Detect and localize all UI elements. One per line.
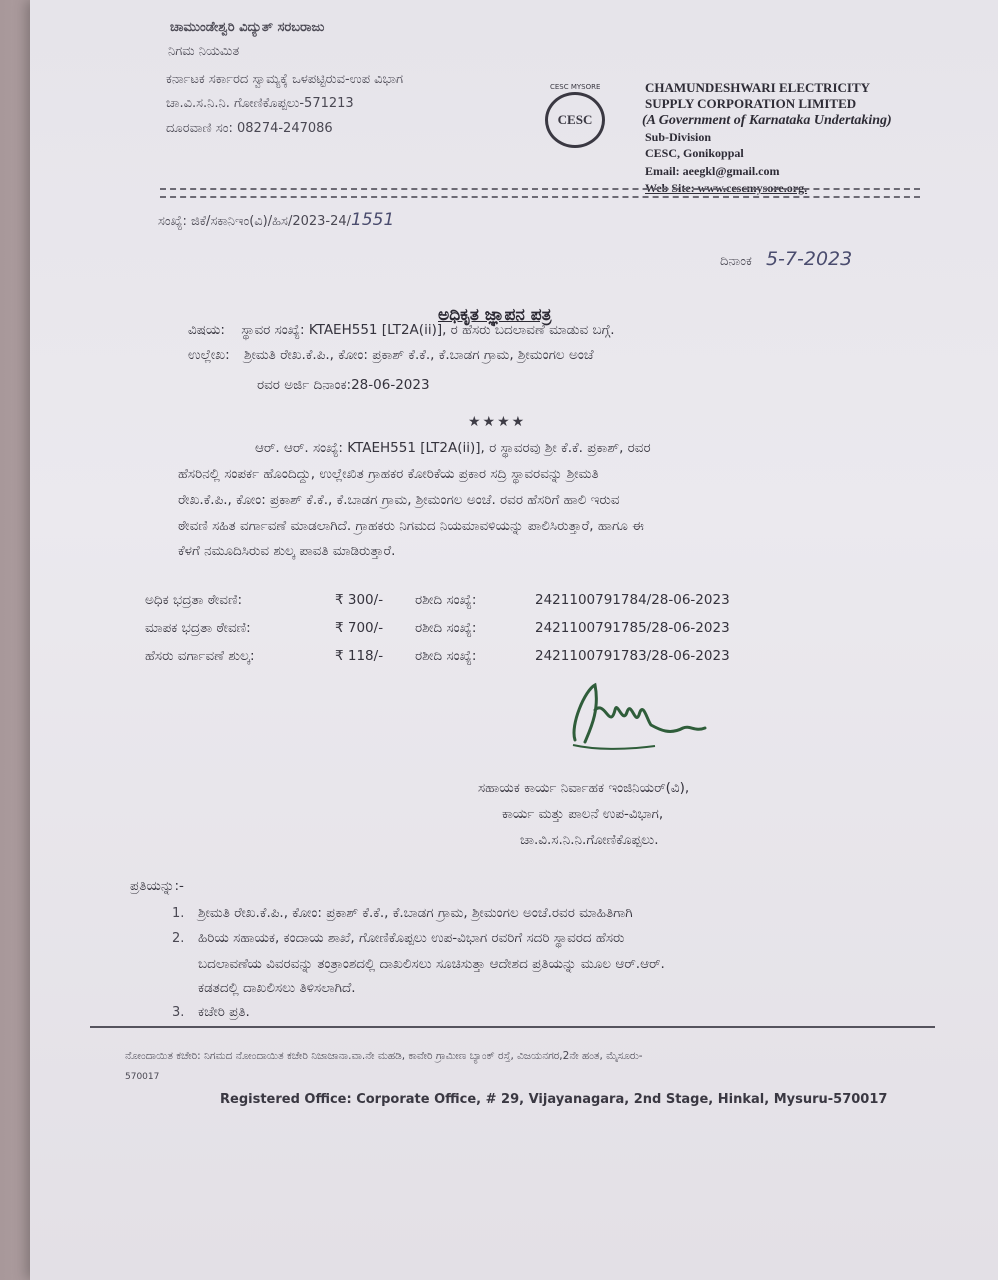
en-header-line-1: CHAMUNDESHWARI ELECTRICITY — [645, 80, 871, 95]
ref-number-label: ಸಂಖ್ಯೆ: ಜಿಕೆ/ಸಕಾನಿಇಂ(ವಿ)/ಹಿಸ/2023-24/ — [158, 214, 352, 229]
fee-row — [145, 648, 730, 664]
fee-amount: ₹ 700/- — [335, 620, 384, 636]
body-line-3: ರೇಖ.ಕೆ.ಪಿ., ಕೋಂ: ಪ್ರಕಾಶ್ ಕೆ.ಕೆ., ಕೆ.ಬಾಡಗ ಗ್ರಾಮ, ಶ್ರೀಮಂಗಲ ಅಂಚೆ. ರವರ ಹೆಸರಿಗೆ ಹಾಲಿ ಇರುವ — [178, 492, 620, 508]
subject-label: ವಿಷಯ: — [188, 322, 225, 338]
fee-row — [145, 620, 730, 636]
reference-label: ಉಲ್ಲೇಖ: — [188, 347, 230, 363]
footer-rule — [90, 1026, 935, 1028]
copy-item-number: 1. — [172, 906, 185, 921]
kn-header-line-2: ನಿಗಮ ನಿಯಮಿತ — [168, 44, 240, 59]
kn-header-line-4: ಚಾ.ವಿ.ಸ.ನಿ.ನಿ. ಗೋಣಿಕೊಪ್ಪಲು-571213 — [166, 96, 354, 111]
body-line-2: ಹೆಸರಿನಲ್ಲಿ ಸಂಪರ್ಕ ಹೊಂದಿದ್ದು, ಉಲ್ಲೇಖಿತ ಗ್ರಾಹಕರ ಕೋರಿಕೆಯ ಪ್ರಕಾರ ಸದ್ರಿ ಸ್ಥಾವರವನ್ನು ಶ್ರೀಮತಿ — [178, 466, 599, 482]
copy-item-number: 2. — [172, 931, 185, 946]
letter-page — [30, 0, 998, 1280]
logo-text: CESC — [557, 112, 593, 127]
fee-label: ಅಧಿಕ ಭದ್ರತಾ ಠೇವಣಿ: — [145, 592, 243, 608]
signatory-line-2: ಕಾರ್ಯ ಮತ್ತು ಪಾಲನೆ ಉಪ-ವಿಭಾಗ, — [502, 806, 664, 822]
fee-receipt-label: ರಶೀದಿ ಸಂಖ್ಯೆ: — [415, 592, 477, 608]
handwritten-signature — [565, 670, 715, 760]
fee-receipt-label: ರಶೀದಿ ಸಂಖ್ಯೆ: — [415, 620, 477, 636]
reference-text-1: ಶ್ರೀಮತಿ ರೇಖ.ಕೆ.ಪಿ., ಕೋಂ: ಪ್ರಕಾಶ್ ಕೆ.ಕೆ., ಕೆ.ಬಾಡಗ ಗ್ರಾಮ, ಶ್ರೀಮಂಗಲ ಅಂಚೆ — [243, 347, 594, 363]
subject-text: ಸ್ಥಾವರ ಸಂಖ್ಯೆ: KTAEH551 [LT2A(ii)], ರ ಹೆಸರು ಬದಲಾವಣೆ ಮಾಡುವ ಬಗ್ಗೆ. — [241, 322, 615, 338]
reference-number — [158, 210, 394, 230]
copy-item-number: 3. — [172, 1005, 185, 1020]
fee-label: ಮಾಪಕ ಭದ್ರತಾ ಠೇವಣಿ: — [145, 620, 251, 636]
date-label: ದಿನಾಂಕ — [720, 254, 752, 269]
separator-stars: ★★★★ — [468, 414, 527, 430]
en-header-line-3: (A Government of Karnataka Undertaking) — [642, 113, 892, 128]
fee-row — [145, 592, 730, 608]
copy-item-line: ಕಡತದಲ್ಲಿ ದಾಖಲಿಸಲು ತಿಳಿಸಲಾಗಿದೆ. — [198, 980, 356, 996]
body-line-4: ಠೇವಣಿ ಸಹಿತ ವರ್ಗಾವಣೆ ಮಾಡಲಾಗಿದೆ. ಗ್ರಾಹಕರು ನಿಗಮದ ನಿಯಮಾವಳಿಯನ್ನು ಪಾಲಿಸಿರುತ್ತಾರೆ, ಹಾಗೂ ಈ — [178, 518, 644, 534]
header-divider-1 — [160, 188, 920, 190]
footer-kannada-line-1: ನೋಂದಾಯಿತ ಕಚೇರಿ: ನಿಗಮದ ನೋಂದಾಯಿತ ಕಚೇರಿ ನಿಜಾಜಾನಾ.ವಾ.ನೇ ಮಹಡಿ, ಕಾವೇರಿ ಗ್ರಾಮೀಣ ಬ್ಯಾಂಕ್ ರಸ್ತೆ, ವಿಜಯನಗರ,2ನೇ ಹಂತ, ಮೈಸೂರು- — [125, 1050, 643, 1062]
fee-receipt: 2421100791784/28-06-2023 — [535, 592, 730, 608]
body-line-5: ಕೆಳಗೆ ನಮೂದಿಸಿರುವ ಶುಲ್ಕ ಪಾವತಿ ಮಾಡಿರುತ್ತಾರೆ. — [178, 543, 396, 559]
signatory-line-1: ಸಹಾಯಕ ಕಾರ್ಯ ನಿರ್ವಾಹಕ ಇಂಜಿನಿಯರ್(ವಿ), — [478, 780, 690, 796]
copy-item-line: ಹಿರಿಯ ಸಹಾಯಕ, ಕಂದಾಯ ಶಾಖೆ, ಗೋಣಿಕೊಪ್ಪಲು ಉಪ-ವಿಭಾಗ ರವರಿಗೆ ಸದರಿ ಸ್ಥಾವರದ ಹೆಸರು — [198, 930, 625, 946]
cesc-logo — [545, 92, 605, 148]
fee-amount: ₹ 300/- — [335, 592, 384, 608]
fee-label: ಹೆಸರು ವರ್ಗಾವಣೆ ಶುಲ್ಕ: — [145, 648, 255, 664]
fee-receipt: 2421100791783/28-06-2023 — [535, 648, 730, 664]
en-header-line-5: CESC, Gonikoppal — [645, 146, 744, 160]
kn-header-line-1: ಚಾಮುಂಡೇಶ್ವರಿ ವಿದ್ಯುತ್ ಸರಬರಾಜು — [170, 20, 325, 35]
date-handwritten: 5-7-2023 — [765, 248, 853, 270]
footer-registered-office: Registered Office: Corporate Office, # 29, Vijayanagara, 2nd Stage, Hinkal, Mysuru-570017 — [220, 1092, 888, 1107]
fee-receipt-label: ರಶೀದಿ ಸಂಖ್ಯೆ: — [415, 648, 477, 664]
kn-header-line-3: ಕರ್ನಾಟಕ ಸರ್ಕಾರದ ಸ್ವಾಮ್ಯಕ್ಕೆ ಒಳಪಟ್ಟಿರುವ-ಉಪ ವಿಭಾಗ — [166, 72, 404, 87]
ref-number-handwritten: 1551 — [351, 210, 395, 230]
copy-item-line: ಶ್ರೀಮತಿ ರೇಖ.ಕೆ.ಪಿ., ಕೋಂ: ಪ್ರಕಾಶ್ ಕೆ.ಕೆ., ಕೆ.ಬಾಡಗ ಗ್ರಾಮ, ಶ್ರೀಮಂಗಲ ಅಂಚೆ.ರವರ ಮಾಹಿತಿಗಾಗಿ — [198, 905, 633, 921]
reference-text-2: ರವರ ಅರ್ಜಿ ದಿನಾಂಕ:28-06-2023 — [257, 377, 430, 393]
body-line-1: ಆರ್. ಆರ್. ಸಂಖ್ಯೆ: KTAEH551 [LT2A(ii)], ರ ಸ್ಥಾವರವು ಶ್ರೀ ಕೆ.ಕೆ. ಪ್ರಕಾಶ್, ರವರ — [255, 440, 651, 456]
fee-amount: ₹ 118/- — [335, 648, 384, 664]
fee-receipt: 2421100791785/28-06-2023 — [535, 620, 730, 636]
en-header-line-2: SUPPLY CORPORATION LIMITED — [645, 96, 857, 111]
reference-line — [188, 347, 594, 363]
en-header-line-4: Sub-Division — [645, 130, 712, 144]
logo-caption: CESC MYSORE — [550, 83, 601, 91]
copy-item-line: ಕಚೇರಿ ಪ್ರತಿ. — [198, 1004, 250, 1020]
en-header-line-6: Email: aeegkl@gmail.com — [645, 164, 780, 178]
copy-item-line: ಬದಲಾವಣೆಯ ವಿವರವನ್ನು ತಂತ್ರಾಂಶದಲ್ಲಿ ದಾಖಲಿಸಲು ಸೂಚಿಸುತ್ತಾ ಆದೇಶದ ಪ್ರತಿಯನ್ನು ಮೂಲ ಆರ್.ಆರ್. — [198, 956, 665, 972]
footer-kannada-line-2: 570017 — [125, 1072, 160, 1082]
signatory-line-3: ಚಾ.ವಿ.ಸ.ನಿ.ನಿ.ಗೋಣಿಕೊಪ್ಪಲು. — [520, 832, 659, 848]
header-divider-2 — [160, 196, 920, 198]
copies-label: ಪ್ರತಿಯನ್ನು:- — [130, 878, 184, 894]
kn-header-line-5: ದೂರವಾಣಿ ಸಂ: 08274-247086 — [166, 121, 333, 136]
reference-date — [720, 248, 852, 270]
en-header-line-7: Web Site: www.cescmysore.org. — [645, 181, 808, 195]
memo-title: ಅಧಿಕೃತ ಜ್ಞಾಪನ ಪತ್ರ — [438, 305, 552, 325]
subject-line — [188, 322, 615, 338]
